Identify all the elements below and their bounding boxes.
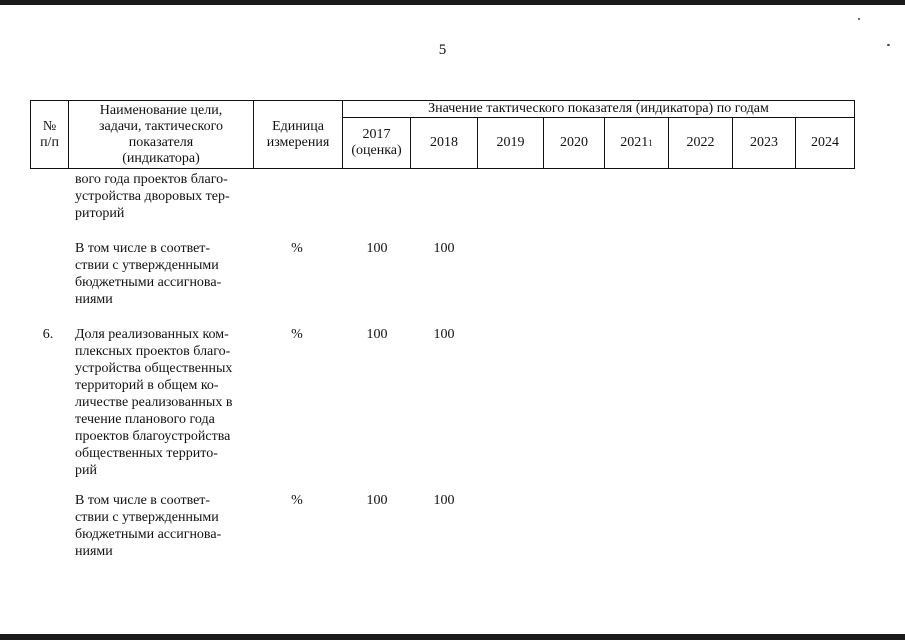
header-year-2020: 2020 bbox=[560, 135, 588, 150]
scan-speck bbox=[887, 44, 890, 46]
header-col-number-line: п/п bbox=[40, 134, 59, 150]
row-description bbox=[75, 171, 247, 222]
header-col-unit-line: измерения bbox=[266, 134, 330, 150]
text-line: ствии с утвержденными bbox=[75, 258, 219, 273]
header-col-unit-line: Единица bbox=[272, 118, 324, 134]
text-line: устройства дворовых тер- bbox=[75, 189, 230, 204]
header-year-2019: 2019 bbox=[496, 135, 525, 150]
text-line: устройства общественных bbox=[75, 361, 233, 376]
text-line: личестве реализованных в bbox=[75, 395, 233, 410]
text-line: Доля реализованных ком- bbox=[75, 327, 229, 342]
row-value-2017: 100 bbox=[366, 493, 388, 508]
header-year-2023: 2023 bbox=[750, 135, 778, 150]
header-year-2022: 2022 bbox=[686, 135, 715, 150]
row-description bbox=[75, 326, 247, 479]
row-value-2017: 100 bbox=[366, 327, 388, 342]
header-year-label: 2017 bbox=[362, 127, 391, 142]
header-year-2018: 2018 bbox=[430, 135, 458, 150]
text-line: территорий в общем ко- bbox=[75, 378, 219, 393]
text-line: ниями bbox=[75, 544, 113, 559]
header-year-label: 2021 bbox=[620, 135, 649, 150]
row-description bbox=[75, 240, 247, 308]
text-line: течение планового года bbox=[75, 412, 215, 427]
text-line: плексных проектов благо- bbox=[75, 344, 231, 359]
text-line: В том числе в соответ- bbox=[75, 241, 211, 256]
header-year-2021: 2021 1 bbox=[620, 135, 653, 150]
header-col-name-line: (индикатора) bbox=[122, 150, 200, 166]
header-group-title: Значение тактического показателя (индикатора) по годам bbox=[428, 100, 769, 116]
row-unit: % bbox=[291, 493, 303, 508]
scan-border-top bbox=[0, 0, 905, 5]
row-value-2018: 100 bbox=[433, 493, 455, 508]
text-line: В том числе в соответ- bbox=[75, 493, 211, 508]
row-value-2018: 100 bbox=[433, 327, 455, 342]
header-year-2024: 2024 bbox=[811, 135, 839, 150]
row-number: 6. bbox=[42, 327, 54, 342]
header-col-number bbox=[31, 101, 68, 168]
row-unit: % bbox=[291, 327, 303, 342]
text-line: бюджетными ассигнова- bbox=[75, 527, 222, 542]
header-year-note: (оценка) bbox=[351, 143, 402, 158]
row-unit: % bbox=[291, 241, 303, 256]
scan-border-bottom bbox=[0, 634, 905, 640]
text-line: рий bbox=[75, 463, 97, 478]
header-col-number-line: № bbox=[42, 118, 57, 134]
header-col-unit bbox=[254, 101, 342, 168]
text-line: ствии с утвержденными bbox=[75, 510, 219, 525]
text-line: проектов благоустройства bbox=[75, 429, 231, 444]
row-value-2018: 100 bbox=[433, 241, 455, 256]
text-line: бюджетными ассигнова- bbox=[75, 275, 222, 290]
row-description bbox=[75, 492, 247, 560]
text-line: вого года проектов благо- bbox=[75, 172, 228, 187]
header-year-2017 bbox=[343, 118, 410, 168]
row-value-2017: 100 bbox=[366, 241, 388, 256]
header-col-name-line: Наименование цели, bbox=[99, 102, 223, 118]
header-col-name-line: задачи, тактического bbox=[98, 118, 224, 134]
text-line: общественных террито- bbox=[75, 446, 218, 461]
header-col-name bbox=[69, 101, 253, 168]
text-line: ниями bbox=[75, 292, 113, 307]
text-line: риторий bbox=[75, 206, 125, 221]
header-col-name-line: показателя bbox=[128, 134, 194, 150]
scan-speck bbox=[858, 18, 860, 20]
page-number: 5 bbox=[438, 42, 447, 58]
